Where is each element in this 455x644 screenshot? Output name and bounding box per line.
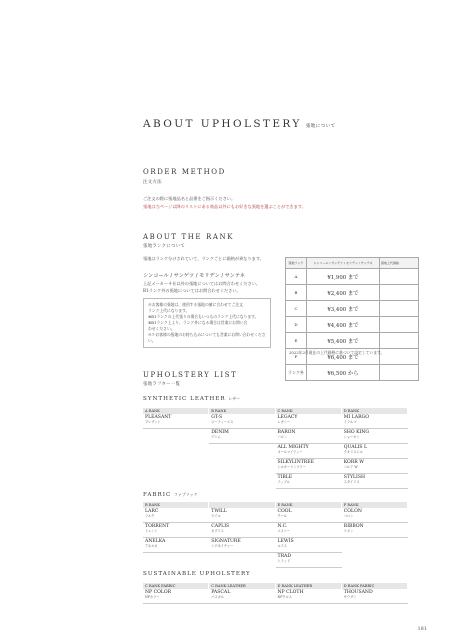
order-line-2 [143, 204, 306, 211]
fabric-title-jp: ファブリック [174, 492, 198, 497]
upholstery-item [276, 523, 342, 538]
upholstery-name-kana: アネルカ [145, 544, 158, 548]
upholstery-item [143, 538, 209, 553]
upholstery-name-kana: シルキーリンツリー [277, 465, 307, 469]
rank-header-cell: シンコール / サンゲツ / モリデン / サンテネ [307, 258, 380, 269]
upholstery-name-kana: ツイル [211, 514, 221, 518]
order-line-1: ご注文の際に張地品名と品番をご指示ください。 [143, 196, 236, 201]
upholstery-name: ALL MIGHTY [277, 445, 309, 450]
upholstery-name: PLEASANT [145, 415, 172, 420]
upholstery-name: SHO KING [343, 430, 370, 435]
upholstery-item [276, 429, 342, 444]
upholstery-name: STYLISH [343, 475, 366, 480]
upholstery-item [209, 508, 275, 523]
fabric-title-en: FABRIC [143, 492, 172, 498]
upholstery-name-kana: トレント [145, 529, 158, 533]
rank-price: ¥6,400 まで [307, 349, 380, 365]
grid-header-cell: E RANK [276, 502, 342, 508]
rank-row [286, 317, 419, 333]
rank-row [286, 269, 419, 285]
upholstery-item [342, 538, 408, 552]
sustainable-grid [143, 583, 408, 604]
upholstery-name-kana: エヌシー [277, 529, 291, 533]
upholstery-name: MI LARGO [343, 415, 369, 420]
rank-header-cell: 張地上代価格 [380, 258, 419, 269]
upholstery-name: ANELKA [145, 539, 166, 544]
rank-box-line: ※B1ランク上より、ランク外になる場合は営業にお問い合 [148, 320, 248, 326]
rank-box-line: ※7-お客様の張地のお持ち込みについても営業にお問い合わせください。 [148, 332, 266, 344]
list-title: UPHOLSTERY LIST [143, 371, 238, 379]
upholstery-name-kana: NPカラー [145, 595, 160, 599]
upholstery-name-kana: ラルク [145, 514, 155, 518]
upholstery-item [143, 429, 209, 443]
upholstery-name: LEGACY [277, 415, 298, 420]
rank-letter: ランク外 [286, 365, 307, 381]
rank-box-line: ※お客様の張地は、使用する張地の値に合わせてご注文 [148, 302, 243, 307]
rank-note-box [143, 298, 271, 348]
upholstery-name-kana: ミラルゴ [343, 420, 357, 424]
grid-header-cell: C RANK [276, 408, 342, 414]
rank-series: シンコール / サンゲツ / モリデン / サンテネ [143, 273, 245, 279]
upholstery-item [342, 508, 408, 523]
grid-header-cell: C RANK LEATHER [209, 583, 275, 589]
rank-letter: A [286, 269, 307, 285]
upholstery-item [342, 429, 408, 444]
upholstery-name-kana: カプリス [211, 529, 224, 533]
upholstery-name-kana: トラッド [277, 559, 291, 563]
upholstery-name: SIGNATURE [211, 539, 241, 544]
order-method-title: ORDER METHOD [143, 168, 226, 176]
upholstery-name: TIBLE [277, 475, 293, 480]
page-title-en: ABOUT UPHOLSTERY [143, 118, 302, 130]
upholstery-item [209, 553, 275, 567]
upholstery-name: LEWIS [277, 539, 294, 544]
sustainable-title: SUSTAINABLE UPHOLSTERY [143, 571, 251, 577]
rank-row [286, 285, 419, 301]
upholstery-name: GT-S [211, 415, 223, 420]
upholstery-item [209, 444, 275, 458]
rank-extra [380, 349, 419, 365]
rank-note-1: 上記メーカー４社以外の張地についてはお問合わせください。 [143, 281, 261, 286]
upholstery-item [276, 538, 342, 553]
upholstery-item [143, 459, 209, 473]
rank-note-2: B1ランク外の張地についてはお問合わせください。 [143, 288, 241, 293]
page-title-jp: 張地について [305, 124, 336, 129]
fabric-title [143, 492, 198, 498]
rank-box-line: ※B1ランクの上代張りの場合もいつものランク上代になります。 [148, 314, 259, 320]
upholstery-item [143, 589, 209, 604]
rank-extra [380, 301, 419, 317]
upholstery-name: KORR W [343, 460, 364, 465]
page-title [143, 118, 336, 130]
rank-footnote: 2022年2月現在の上代価格に基づいて設定しています。 [289, 350, 385, 355]
rank-box-line: わせください。 [148, 326, 175, 332]
upholstery-item [342, 444, 408, 459]
upholstery-item [342, 523, 408, 538]
rank-letter: B [286, 285, 307, 301]
upholstery-name-kana: デニム [211, 435, 221, 439]
order-line-2-text: 張地は当ページ以降のリストにある商品以外にもお好きな張地を選ぶことができます。 [143, 204, 306, 209]
upholstery-name-kana: コロン [343, 514, 354, 518]
page-number: 181 [417, 626, 427, 632]
upholstery-name-kana: スタイリス [343, 480, 360, 484]
grid-header-cell: B RANK [143, 502, 209, 508]
upholstery-name-kana: パスカル [211, 595, 224, 599]
upholstery-item [143, 414, 209, 429]
rank-price: ¥3,400 まで [307, 301, 380, 317]
upholstery-name: COLON [343, 509, 362, 514]
upholstery-name: TRAD [277, 554, 292, 559]
upholstery-name: BARON [277, 430, 296, 435]
upholstery-name: RIBBON [343, 524, 364, 529]
upholstery-item [276, 553, 342, 568]
rank-row [286, 365, 419, 381]
upholstery-item [209, 414, 275, 429]
order-method-title-jp: 注文方法 [143, 180, 162, 185]
upholstery-item [143, 444, 209, 458]
upholstery-item [276, 474, 342, 489]
upholstery-name: COOL [277, 509, 292, 514]
upholstery-item [276, 444, 342, 459]
rank-table [285, 257, 419, 381]
grid-header-cell: B RANK [209, 408, 275, 414]
grid-header-cell: D RANK LEATHER [276, 583, 342, 589]
rank-price: ¥2,400 まで [307, 285, 380, 301]
upholstery-item [209, 589, 275, 604]
rank-box-line: ランク上代になります。 [148, 308, 190, 314]
rank-letter: E [286, 333, 307, 349]
upholstery-name: DENIM [211, 430, 229, 435]
upholstery-item [276, 459, 342, 474]
upholstery-name: PASCAL [211, 590, 231, 595]
rank-price: ¥5,400 まで [307, 333, 380, 349]
upholstery-item [143, 474, 209, 488]
upholstery-name-kana: シグネイチャー [211, 544, 234, 548]
synthetic-title-jp: レザー [228, 396, 241, 401]
rank-intro: 張地はランク分けされていて、ランクごとに価格が異なります。 [143, 256, 264, 261]
upholstery-name-kana: クール [277, 514, 287, 518]
upholstery-item [276, 414, 342, 429]
upholstery-item [342, 414, 408, 429]
fabric-grid [143, 502, 408, 568]
list-title-jp: 張地ラフター一覧 [143, 382, 181, 387]
upholstery-name-kana: サウザン [343, 595, 357, 599]
grid-header-cell: D RANK [342, 408, 408, 414]
upholstery-item [276, 589, 342, 604]
upholstery-name-kana: ショーキン [343, 435, 360, 439]
upholstery-name-kana: バロン [277, 435, 288, 439]
upholstery-name: NP CLOTH [277, 590, 304, 595]
upholstery-item [342, 474, 408, 489]
upholstery-item [209, 523, 275, 538]
rank-header-cell: 張地ランク [286, 258, 307, 269]
synthetic-title [143, 396, 240, 402]
upholstery-name-kana: リボン [343, 529, 354, 533]
rank-extra [380, 333, 419, 349]
upholstery-name: TWILL [211, 509, 227, 514]
upholstery-name-kana: NPクロス [277, 595, 292, 599]
grid-header-cell: C RANK FABRIC [143, 583, 209, 589]
rank-extra [380, 365, 419, 381]
rank-title: ABOUT THE RANK [143, 233, 235, 241]
upholstery-name-kana: レガシー [277, 420, 291, 424]
rank-table-header [286, 258, 419, 269]
upholstery-name-kana: ティブル [277, 480, 290, 484]
rank-price: ¥1,900 まで [307, 269, 380, 285]
rank-letter: D [286, 317, 307, 333]
rank-row [286, 301, 419, 317]
upholstery-item [143, 553, 209, 567]
upholstery-name: QUALIS L [343, 445, 368, 450]
rank-row [286, 333, 419, 349]
synthetic-title-en: SYNTHETIC LEATHER [143, 396, 226, 402]
upholstery-item [209, 459, 275, 473]
upholstery-name-kana: ジーティーエス [211, 420, 234, 424]
upholstery-name: LARC [145, 509, 159, 514]
upholstery-name: N.C. [277, 524, 288, 529]
rank-extra [380, 269, 419, 285]
upholstery-name-kana: プレザント [145, 420, 161, 424]
upholstery-name-kana: クオリスエル [343, 450, 363, 454]
upholstery-item [342, 589, 408, 604]
synthetic-grid [143, 408, 408, 489]
upholstery-item [209, 474, 275, 488]
upholstery-item [276, 508, 342, 523]
upholstery-name: TORRENT [145, 524, 170, 529]
rank-price: ¥6,500 から [307, 365, 380, 381]
upholstery-name-kana: コルア W [343, 465, 358, 469]
upholstery-item [143, 523, 209, 538]
rank-letter: F [286, 349, 307, 365]
grid-header-cell: D RANK FABRIC [342, 583, 408, 589]
upholstery-name-kana: オールマイティー [277, 450, 303, 454]
upholstery-name: CAPLIS [211, 524, 230, 529]
upholstery-name: NP COLOR [145, 590, 172, 595]
upholstery-item [143, 508, 209, 523]
upholstery-item [342, 553, 408, 567]
rank-price: ¥4,400 まで [307, 317, 380, 333]
grid-header-cell: A RANK [143, 408, 209, 414]
rank-extra [380, 285, 419, 301]
rank-letter: C [286, 301, 307, 317]
upholstery-item [342, 459, 408, 474]
rank-title-jp: 張地ランクについて [143, 244, 186, 249]
upholstery-item [209, 538, 275, 553]
upholstery-name: THOUSAND [343, 590, 373, 595]
upholstery-name: SILKYLINTREE [277, 460, 314, 465]
upholstery-item [209, 429, 275, 444]
rank-extra [380, 317, 419, 333]
grid-header-cell: F RANK [342, 502, 408, 508]
upholstery-name-kana: ルイス [277, 544, 287, 548]
